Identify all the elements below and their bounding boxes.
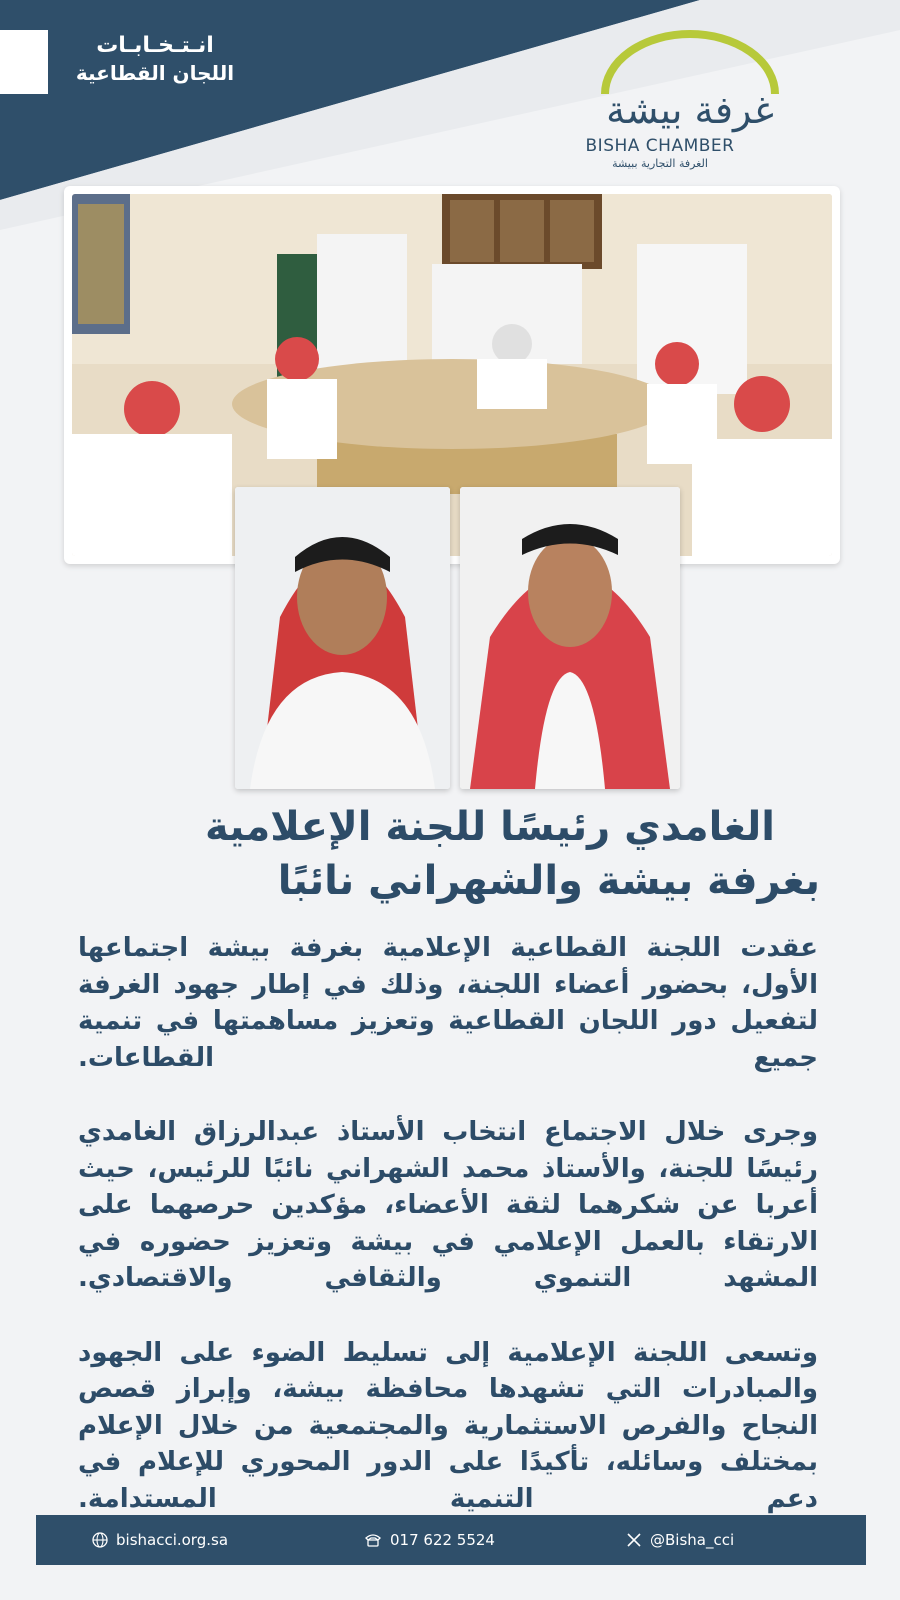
- bisha-chamber-logo: [575, 26, 815, 176]
- x-logo-icon: [626, 1532, 642, 1548]
- headline-line2: بغرفة بيشة والشهراني نائبًا: [277, 858, 820, 904]
- corner-block: [0, 30, 48, 94]
- arch-icon: [595, 26, 785, 96]
- campaign-line1: انـتـخـابـات: [96, 33, 214, 58]
- meeting-photo: [72, 194, 832, 556]
- article-body: [78, 930, 818, 1517]
- campaign-line2: اللجان القطاعية: [75, 61, 235, 85]
- campaign-title: [60, 32, 250, 86]
- portrait-alghamdi: [235, 487, 450, 789]
- headline-line1: الغامدي رئيسًا للجنة الإعلامية: [204, 804, 775, 850]
- portrait-image: [460, 487, 680, 789]
- portrait-alshahrani: [460, 487, 680, 789]
- globe-icon: [92, 1532, 108, 1548]
- phone-link[interactable]: [364, 1515, 495, 1565]
- social-text: @Bisha_cci: [650, 1531, 735, 1549]
- website-text: bishacci.org.sa: [116, 1531, 229, 1549]
- phone-icon: [364, 1532, 382, 1548]
- logo-arabic-name: غرفة بيشة: [606, 88, 774, 132]
- logo-english-name: BISHA CHAMBER: [585, 136, 735, 156]
- social-link[interactable]: [626, 1515, 734, 1565]
- logo-arabic-subtitle: الغرفة التجارية ببيشة: [612, 157, 708, 170]
- website-link[interactable]: [92, 1515, 228, 1565]
- portrait-image: [235, 487, 450, 789]
- paragraph-2: وجرى خلال الاجتماع انتخاب الأستاذ عبدالرزاق الغامدي رئيسًا للجنة، والأستاذ محمد الشهراني نائبًا للرئيس، حيث أعربا عن شكرهما لثقة الأعضاء، مؤكدين حرصهما على الارتقاء بالعمل الإعلامي في بيشة وتعزيز حضوره في المشهد التنموي والثقافي والاقتصادي.: [78, 1117, 818, 1293]
- paragraph-3: وتسعى اللجنة الإعلامية إلى تسليط الضوء على الجهود والمبادرات التي تشهدها محافظة بيشة، وإبراز قصص النجاح والفرص الاستثمارية والمجتمعية من خلال الإعلام بمختلف وسائله، تأكيدًا على الدور المحوري للإعلام في دعم التنمية المستدامة.: [78, 1337, 818, 1514]
- paragraph-1: عقدت اللجنة القطاعية الإعلامية بغرفة بيشة اجتماعها الأول، بحضور أعضاء اللجنة، وذلك في إطار جهود الغرفة لتفعيل دور اللجان القطاعية وتعزيز مساهمتها في تنمية جميع القطاعات.: [78, 933, 818, 1073]
- footer-bar: [36, 1515, 866, 1565]
- headline: [40, 800, 820, 908]
- phone-text: 017 622 5524: [390, 1531, 495, 1549]
